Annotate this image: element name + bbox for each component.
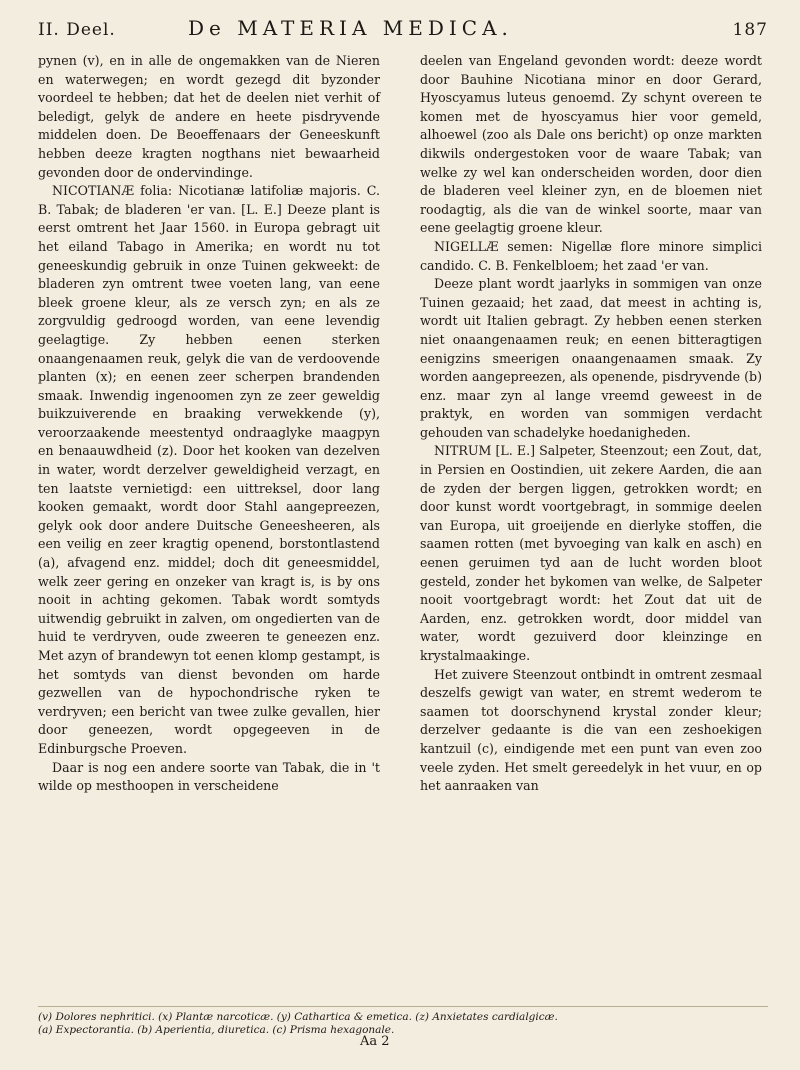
paragraph: pynen (v), en in alle de ongemakken van de Nieren en waterwegen; en wordt gezegd dit byzonder voordeel te hebben; dat het de deelen niet verhit of beledigt, gelyk de andere en heete pisdryvende middelen doen. De Beoeffenaars der Geneeskunft hebben deeze kragten nogthans niet bewaarheid gevonden door de ondervindinge. [38, 53, 380, 180]
signature-mark: Aa 2 [360, 1034, 390, 1049]
left-column [38, 52, 380, 796]
right-column [420, 52, 762, 796]
header-part: II. Deel. [38, 20, 116, 40]
paragraph: Het zuivere Steenzout ontbindt in omtrent zesmaal deszelfs gewigt van water, en stremt wederom te saamen tot doorschynend krystal zonder kleur; derzelver gedaante is die van een zeshoekigen kantzuil (c), eindigende met een punt van even zoo veele zyden. Het smelt gereedelyk in het vuur, en op het aanraaken van [420, 666, 762, 794]
footnotes [38, 1006, 768, 1037]
paragraph: Deeze plant wordt jaarlyks in sommigen van onze Tuinen gezaaid; het zaad, dat meest in achting is, wordt uit Italien gebragt. Zy hebben eenen sterken niet onaangenaamen reuk; en eenen bitteragtigen eenigzins smeerigen onaangenaamen smaak. Zy worden aangepreezen, als openende, pisdryvende (b) enz. maar zyn al lange vreemd geweest in de praktyk, en worden van sommigen verdacht gehouden van schadelyke hoedanigheden. [420, 276, 762, 440]
paragraph: deelen van Engeland gevonden wordt: deeze wordt door Bauhine Nicotiana minor en door Gerard, Hyoscyamus luteus genoemd. Zy schynt overeen te komen met de hyoscyamus hier voor gemeld, alhoewel (zoo als Dale ons bericht) op onze markten dikwils ondergestoken voor de waare Tabak; van welke zy wel kan onderscheiden worden, door dien de bladeren veel kleiner zyn, en de bloemen niet roodagtig, als die van de winkel soorte, maar van eene geelagtig groene kleur. [420, 53, 762, 236]
page-number: 187 [732, 20, 768, 40]
header-title: De MATERIA MEDICA. [188, 16, 513, 40]
paragraph: NICOTIANÆ folia: Nicotianæ latifoliæ majoris. C. B. Tabak; de bladeren 'er van. [L. E.] Deeze plant is eerst omtrent het Jaar 1560. in Europa gebragt uit het eiland Tabago in Amerika; en wordt nu tot geneeskundig gebruik in onze Tuinen gekweekt: de bladeren zyn omtrent twee voeten lang, van eene bleek groene kleur, als ze versch zyn; en als ze zorgvuldig gedroogd worden, van eene levendig geelagtige. Zy hebben eenen sterken onaangenaamen reuk, gelyk die van de verdoovende planten (x); en eenen zeer scherpen brandenden smaak. Inwendig ingenoomen zyn ze zeer geweldig buikzuiverende en braaking verwekkende (y), veroorzaakende meestentyd ondraaglyke maagpyn en benaauwdheid (z). Door het kooken van dezelven in water, wordt derzelver geweldigheid verzagt, en ten laatste vernietigd: een uittreksel, door lang kooken gemaakt, wordt door Stahl aangepreezen, gelyk ook door andere Duitsche Geneesheeren, als een veilig en zeer kragtig openend, borstontlastend (a), afvagend enz. middel; doch dit geneesmiddel, welk zeer gering en onzeker van kragt is, is by ons nooit in achting gekomen. Tabak wordt somtyds uitwendig gebruikt in zalven, om ongedierten van de huid te verdryven, oude zweeren te geneezen enz. Met azyn of brandewyn tot eenen klomp gestampt, is het somtyds van dienst bevonden om harde gezwellen van de hypochondrische ryken te verdryven; een bericht van twee zulke gevallen, hier door geneezen, wordt opgegeeven in de Edinburgsche Proeven. [38, 183, 380, 756]
paragraph: NIGELLÆ semen: Nigellæ flore minore simplici candido. C. B. Fenkelbloem; het zaad 'er van. [420, 238, 762, 273]
running-header [38, 16, 768, 46]
footnote-line: (a) Expectorantia. (b) Aperientia, diuretica. (c) Prisma hexagonale. [38, 1024, 395, 1036]
paragraph: Daar is nog een andere soorte van Tabak, die in 't wilde op mesthoopen in verscheidene [38, 759, 380, 794]
paragraph: NITRUM [L. E.] Salpeter, Steenzout; een Zout, dat, in Persien en Oostindien, uit zekere Aarden, die aan de zyden der bergen liggen, getrokken wordt; en door kunst wordt voortgebragt, in sommige deelen van Europa, uit groeijende en dierlyke stoffen, die saamen rotten (met byvoeging van kalk en asch) en eenen geruimen tyd aan de lucht worden bloot gesteld, zonder het bykomen van welke, de Salpeter nooit voortgebragt wordt: het Zout dat uit de Aarden, enz. getrokken wordt, door middel van water, wordt gezuiverd door kleinzinge en krystalmaakinge. [420, 443, 762, 663]
footnote-line: (v) Dolores nephritici. (x) Plantæ narcoticæ. (y) Cathartica & emetica. (z) Anxietates cardialgicæ. [38, 1011, 558, 1023]
